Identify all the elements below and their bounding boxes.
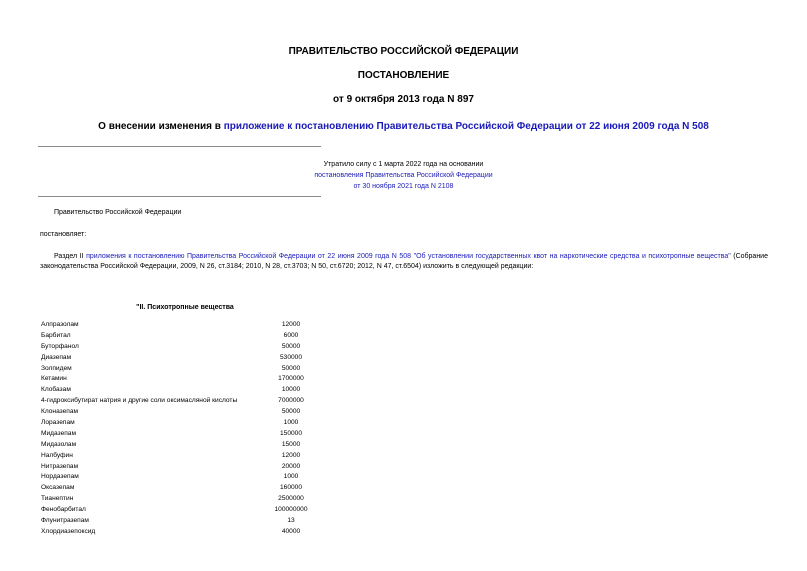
substance-name: Мидазепам [41, 429, 77, 437]
table-row [41, 462, 381, 473]
amendment-prefix: Раздел II [54, 253, 87, 260]
document-type: ПОСТАНОВЛЕНИЕ [357, 70, 450, 81]
substance-name: Лоразепам [41, 419, 75, 427]
section-title: "II. Психотропные вещества [136, 304, 234, 311]
substance-quota: 2500000 [278, 495, 304, 503]
substance-name: Буторфанол [41, 342, 79, 350]
table-row [41, 516, 381, 527]
amendment-suffix: (Собрание законодательства Российской Федерации, 2009, N 26, ст.3184; 2010, N 28, ст.3703; N 50, ст.6720; 2012, N 47, ст.6504) изложить в следующей редакции: [40, 253, 768, 270]
substance-quota: 1000 [283, 473, 299, 481]
substance-name: Алпразолам [41, 321, 79, 328]
paragraph-amendment [40, 252, 768, 272]
paragraph-decrees: постановляет: [40, 231, 87, 238]
substances-table [41, 320, 381, 538]
substance-quota: 15000 [281, 440, 301, 448]
substance-quota: 160000 [279, 484, 302, 492]
table-row [41, 472, 381, 483]
substance-name: Мидазолам [41, 440, 77, 448]
substance-quota: 12000 [281, 321, 301, 328]
substance-quota: 40000 [281, 527, 301, 535]
substance-name: 4-гидроксибутират натрия и другие соли оксимасляной кислоты [41, 397, 238, 405]
amendment-link[interactable]: приложения к постановлению Правительства Российской Федерации от 22 июня 2009 года N 508 "Об установлении государственных квот на наркотические средства и психотропные вещества" [86, 253, 731, 260]
document-date-number: от 9 октября 2013 года N 897 [333, 94, 474, 105]
substance-name: Клобазам [41, 386, 71, 394]
substance-quota: 6000 [283, 331, 299, 339]
title-link[interactable]: приложение к постановлению Правительства Российской Федерации от 22 июня 2009 года N 508 [223, 121, 709, 132]
table-row [41, 440, 381, 451]
table-row [41, 385, 381, 396]
title-prefix: О внесении изменения в [98, 121, 224, 132]
table-row [41, 374, 381, 385]
table-row [41, 429, 381, 440]
table-row [41, 407, 381, 418]
document-title [0, 121, 807, 132]
substance-name: Налбуфин [41, 451, 73, 459]
table-row [41, 527, 381, 538]
substance-quota: 100000000 [274, 506, 308, 514]
substance-name: Флунитразепам [41, 517, 89, 525]
divider-top [38, 146, 321, 147]
table-row [41, 364, 381, 375]
substance-quota: 20000 [281, 462, 301, 470]
substance-name: Тианептин [41, 495, 74, 503]
divider-bottom [38, 196, 321, 197]
paragraph-government: Правительство Российской Федерации [54, 209, 182, 216]
substance-name: Диазепам [41, 353, 72, 361]
substance-quota: 13 [287, 517, 295, 525]
substance-name: Клоназепам [41, 408, 79, 416]
substance-name: Нитразепам [41, 462, 79, 470]
substance-name: Нордазепам [41, 473, 79, 481]
substance-name: Золпидем [41, 364, 72, 372]
substance-quota: 1700000 [278, 375, 304, 383]
table-row [41, 342, 381, 353]
table-row [41, 320, 381, 331]
substance-quota: 150000 [279, 429, 302, 437]
substance-name: Фенобарбитал [41, 506, 86, 514]
substance-name: Хлордиазепоксид [41, 527, 96, 535]
substance-quota: 1000 [283, 419, 299, 427]
table-row [41, 505, 381, 516]
table-row [41, 396, 381, 407]
status-note-link-2[interactable]: от 30 ноября 2021 года N 2108 [353, 183, 454, 190]
table-row [41, 451, 381, 462]
substance-quota: 10000 [281, 386, 301, 394]
table-row [41, 331, 381, 342]
government-heading: ПРАВИТЕЛЬСТВО РОССИЙСКОЙ ФЕДЕРАЦИИ [288, 46, 519, 57]
table-row [41, 418, 381, 429]
substance-name: Барбитал [41, 331, 71, 339]
substance-quota: 12000 [281, 451, 301, 459]
status-note-link-1[interactable]: постановления Правительства Российской Федерации [314, 172, 493, 179]
substance-quota: 50000 [281, 364, 301, 372]
substance-name: Оксазепам [41, 484, 75, 492]
substance-quota: 50000 [281, 408, 301, 416]
substance-quota: 50000 [281, 342, 301, 350]
substance-quota: 530000 [279, 353, 302, 361]
table-row [41, 353, 381, 364]
table-row [41, 494, 381, 505]
substance-quota: 7000000 [278, 397, 304, 405]
status-note-line1: Утратило силу с 1 марта 2022 года на основании [323, 161, 484, 168]
table-row [41, 483, 381, 494]
substance-name: Кетамин [41, 375, 67, 383]
